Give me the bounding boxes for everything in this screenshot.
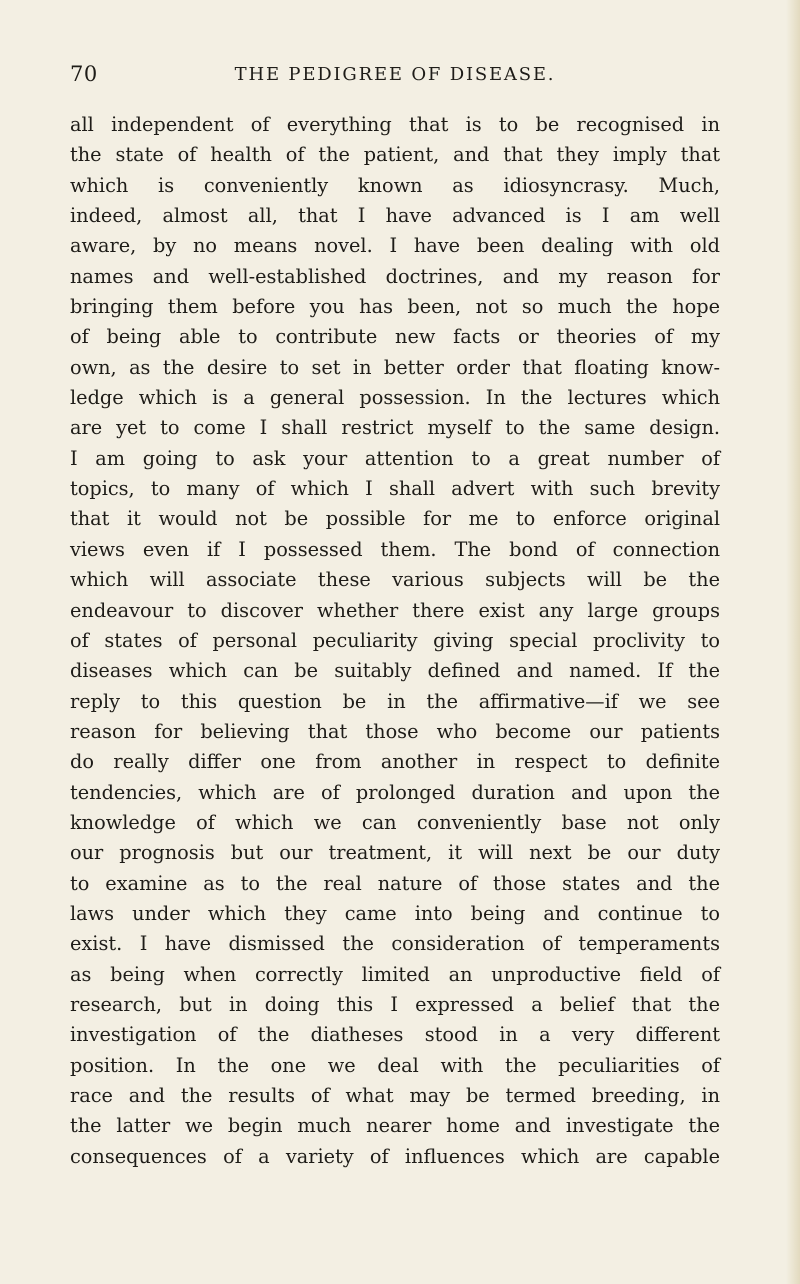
page-edge-shadow xyxy=(786,0,800,1284)
text-line: do really differ one from another in respect to definite xyxy=(70,750,720,774)
text-line: that it would not be possible for me to enforce original xyxy=(70,507,720,531)
text-line: as being when correctly limited an unproductive field of xyxy=(70,962,720,986)
text-line: knowledge of which we can conveniently base not only xyxy=(70,810,720,834)
text-line: exist. I have dismissed the consideration of temperaments xyxy=(70,932,720,956)
text-line: topics, to many of which I shall advert with such brevity xyxy=(70,477,720,501)
text-line: I am going to ask your attention to a great number of xyxy=(70,446,720,470)
text-line: ledge which is a general possession. In the lectures which xyxy=(70,386,720,410)
text-line: names and well-established doctrines, and my reason for xyxy=(70,264,720,288)
text-line: indeed, almost all, that I have advanced is I am well xyxy=(70,204,720,228)
text-line: the latter we begin much nearer home and investigate the xyxy=(70,1114,720,1138)
text-line: the state of health of the patient, and that they imply that xyxy=(70,143,720,167)
text-line: investigation of the diatheses stood in a very different xyxy=(70,1023,720,1047)
text-line: race and the results of what may be termed breeding, in xyxy=(70,1084,720,1107)
text-line: consequences of a variety of influences which are capable xyxy=(70,1144,720,1168)
text-line: reply to this question be in the affirmative—if we see xyxy=(70,689,720,713)
text-line: laws under which they came into being and continue to xyxy=(70,901,720,925)
text-line: which will associate these various subjects will be the xyxy=(70,568,720,592)
text-line: all independent of everything that is to be recognised in xyxy=(70,113,720,136)
running-head xyxy=(70,62,720,92)
text-line: bringing them before you has been, not so much the hope xyxy=(70,295,720,319)
text-line: our prognosis but our treatment, it will next be our duty xyxy=(70,841,720,865)
text-line: endeavour to discover whether there exist any large groups xyxy=(70,598,720,622)
text-line: to examine as to the real nature of those states and the xyxy=(70,871,720,895)
text-line: of states of personal peculiarity giving special proclivity to xyxy=(70,628,720,652)
text-line: reason for believing that those who become our patients xyxy=(70,719,720,743)
page-number: 70 xyxy=(70,62,98,86)
running-title: THE PEDIGREE OF DISEASE. xyxy=(234,64,556,85)
text-line: research, but in doing this I expressed a belief that the xyxy=(70,992,720,1016)
text-line: which is conveniently known as idiosyncrasy. Much, xyxy=(70,173,720,197)
text-line: position. In the one we deal with the peculiarities of xyxy=(70,1053,720,1077)
text-line: diseases which can be suitably defined and named. If the xyxy=(70,659,720,683)
text-line: views even if I possessed them. The bond of connection xyxy=(70,537,720,561)
text-line: are yet to come I shall restrict myself to the same design. xyxy=(70,416,720,440)
text-line: own, as the desire to set in better order that floating know- xyxy=(70,355,720,379)
body-text xyxy=(70,110,720,1172)
text-line: of being able to contribute new facts or theories of my xyxy=(70,325,720,349)
text-line: aware, by no means novel. I have been dealing with old xyxy=(70,234,720,258)
text-line: tendencies, which are of prolonged duration and upon the xyxy=(70,780,720,804)
